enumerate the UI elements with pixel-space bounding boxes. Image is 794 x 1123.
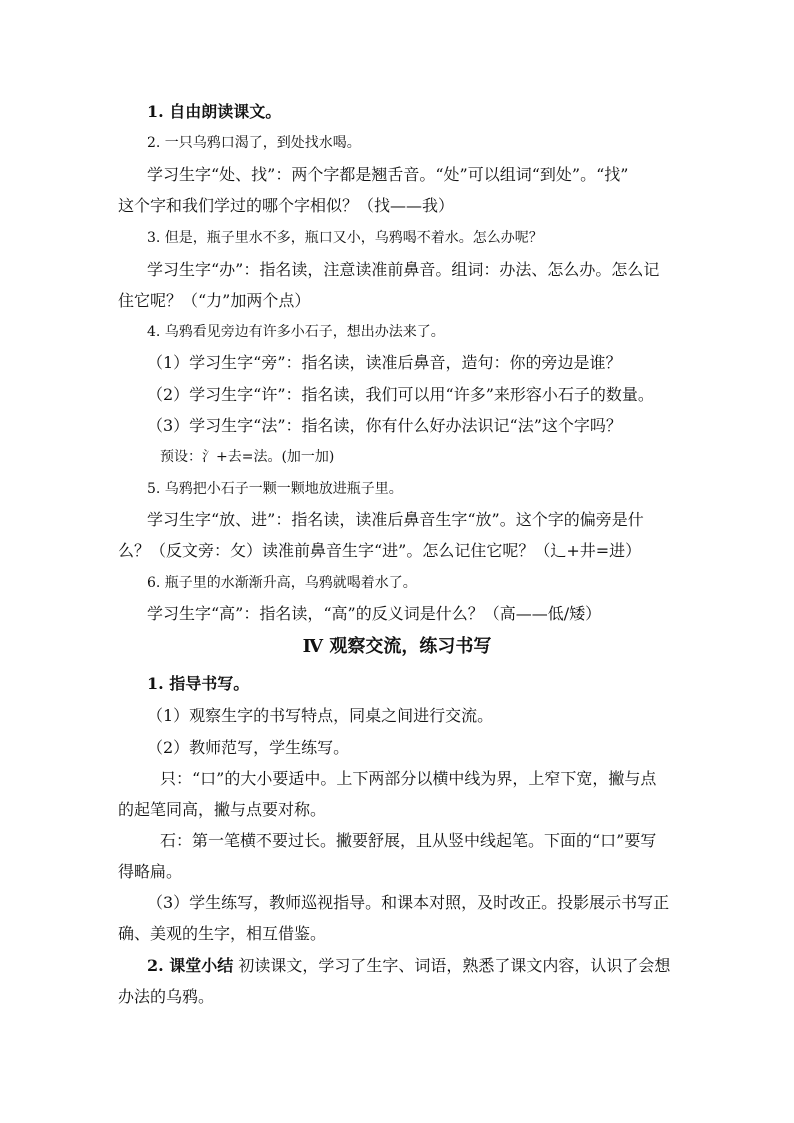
paragraph: 学习生字“办”：指名读，注意读准前鼻音。组词：办法、怎么办。怎么记 [147,260,660,279]
paragraph: 石：第一笔横不要过长。撇要舒展，且从竖中线起笔。下面的“口”要写 [160,831,657,850]
preset-note: 预设：氵+去=法。(加一加) [160,449,335,465]
item-4-text: 4. 乌鸦看见旁边有许多小石子，想出办法来了。 [147,324,445,340]
sub-item: （2）学习生字“许”：指名读，我们可以用“许多”来形容小石子的数量。 [147,385,654,404]
sub-item: （3）学习生字“法”：指名读，你有什么好办法识记“法”这个字吗？ [147,416,622,435]
item-1-free-reading: 1. 自由朗读课文。 [147,102,282,121]
item-6-text: 6. 瓶子里的水渐渐升高，乌鸦就喝着水了。 [147,575,417,591]
item-2-text: 2. 一只乌鸦口渴了，到处找水喝。 [147,135,361,151]
paragraph: 得略扁。 [118,862,183,881]
paragraph: 确、美观的生字，相互借鉴。 [118,924,327,943]
paragraph: 只：“口”的大小要适中。上下两部分以横中线为界，上窄下宽，撇与点 [160,769,657,788]
summary-label: 2. 课堂小结 [147,956,234,975]
sub-item: （3）学生练写，教师巡视指导。和课本对照，及时改正。投影展示书写正 [147,893,670,912]
item-1-writing-guide: 1. 指导书写。 [147,674,250,693]
paragraph: 住它呢？（“力”加两个点） [118,291,311,310]
paragraph: 的起笔同高，撇与点要对称。 [118,800,327,819]
paragraph: 办法的乌鸦。 [118,987,215,1006]
paragraph: 么？（反文旁：攵）读准前鼻音生字“进”。怎么记住它呢？（辶+井=进） [118,541,642,560]
item-5-text: 5. 乌鸦把小石子一颗一颗地放进瓶子里。 [147,481,403,497]
item-2-summary [147,954,687,978]
section-heading: Ⅳ 观察交流，练习书写 [302,636,492,657]
sub-item: （1）观察生字的书写特点，同桌之间进行交流。 [147,706,494,725]
paragraph: 学习生字“高”：指名读，“高”的反义词是什么？（高——低/矮） [147,604,602,623]
paragraph: 学习生字“处、找”：两个字都是翘舌音。“处”可以组词“到处”。“找” [147,165,629,184]
paragraph: 这个字和我们学过的哪个字相似？（找——我） [118,196,455,215]
sub-item: （1）学习生字“旁”：指名读，读准后鼻音，造句：你的旁边是谁？ [147,353,622,372]
paragraph: 学习生字“放、进”：指名读，读准后鼻音生字“放”。这个字的偏旁是什 [147,510,644,529]
summary-text: 初读课文，学习了生字、词语，熟悉了课文内容，认识了会想 [233,956,671,975]
sub-item: （2）教师范写，学生练写。 [147,738,350,757]
item-3-text: 3. 但是，瓶子里水不多，瓶口又小，乌鸦喝不着水。怎么办呢？ [147,230,543,246]
